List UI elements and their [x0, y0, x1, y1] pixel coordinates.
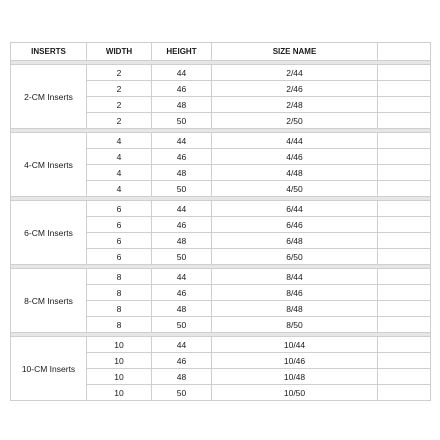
extra-cell [378, 165, 431, 181]
extra-cell [378, 385, 431, 401]
height-cell: 44 [152, 269, 212, 285]
header-width: WIDTH [87, 43, 152, 61]
width-cell: 4 [87, 149, 152, 165]
table-header-row [11, 43, 431, 61]
size-name-cell: 8/50 [212, 317, 378, 333]
size-name-cell: 6/46 [212, 217, 378, 233]
width-cell: 6 [87, 201, 152, 217]
size-name-cell: 8/48 [212, 301, 378, 317]
width-cell: 2 [87, 65, 152, 81]
extra-cell [378, 301, 431, 317]
height-cell: 48 [152, 301, 212, 317]
width-cell: 8 [87, 285, 152, 301]
width-cell: 10 [87, 337, 152, 353]
height-cell: 44 [152, 65, 212, 81]
height-cell: 48 [152, 165, 212, 181]
extra-cell [378, 285, 431, 301]
height-cell: 50 [152, 317, 212, 333]
size-name-cell: 4/50 [212, 181, 378, 197]
size-name-cell: 4/48 [212, 165, 378, 181]
width-cell: 4 [87, 181, 152, 197]
height-cell: 50 [152, 385, 212, 401]
table-row [11, 337, 431, 353]
size-name-cell: 10/44 [212, 337, 378, 353]
size-name-cell: 10/48 [212, 369, 378, 385]
height-cell: 50 [152, 181, 212, 197]
height-cell: 48 [152, 97, 212, 113]
size-name-cell: 4/46 [212, 149, 378, 165]
table-row [11, 65, 431, 81]
table-row [11, 201, 431, 217]
table-body [11, 61, 431, 401]
height-cell: 44 [152, 337, 212, 353]
width-cell: 4 [87, 133, 152, 149]
insert-group-label: 6-CM Inserts [11, 201, 87, 265]
extra-cell [378, 81, 431, 97]
insert-group-label: 2-CM Inserts [11, 65, 87, 129]
extra-cell [378, 65, 431, 81]
height-cell: 46 [152, 353, 212, 369]
width-cell: 10 [87, 353, 152, 369]
width-cell: 10 [87, 369, 152, 385]
width-cell: 8 [87, 317, 152, 333]
size-name-cell: 6/50 [212, 249, 378, 265]
size-name-cell: 6/44 [212, 201, 378, 217]
width-cell: 4 [87, 165, 152, 181]
extra-cell [378, 149, 431, 165]
table-row [11, 133, 431, 149]
width-cell: 8 [87, 269, 152, 285]
size-name-cell: 4/44 [212, 133, 378, 149]
extra-cell [378, 97, 431, 113]
size-name-cell: 8/44 [212, 269, 378, 285]
height-cell: 46 [152, 81, 212, 97]
width-cell: 6 [87, 217, 152, 233]
height-cell: 48 [152, 369, 212, 385]
width-cell: 2 [87, 113, 152, 129]
width-cell: 2 [87, 97, 152, 113]
height-cell: 46 [152, 149, 212, 165]
width-cell: 8 [87, 301, 152, 317]
size-name-cell: 2/50 [212, 113, 378, 129]
extra-cell [378, 233, 431, 249]
size-name-cell: 10/46 [212, 353, 378, 369]
height-cell: 44 [152, 201, 212, 217]
size-name-cell: 8/46 [212, 285, 378, 301]
insert-group-label: 10-CM Inserts [11, 337, 87, 401]
insert-group-label: 4-CM Inserts [11, 133, 87, 197]
width-cell: 6 [87, 233, 152, 249]
extra-cell [378, 113, 431, 129]
size-name-cell: 6/48 [212, 233, 378, 249]
extra-cell [378, 337, 431, 353]
width-cell: 6 [87, 249, 152, 265]
insert-group-label: 8-CM Inserts [11, 269, 87, 333]
height-cell: 44 [152, 133, 212, 149]
table-row [11, 269, 431, 285]
extra-cell [378, 317, 431, 333]
extra-cell [378, 201, 431, 217]
extra-cell [378, 181, 431, 197]
header-size-name: SIZE NAME [212, 43, 378, 61]
size-name-cell: 2/44 [212, 65, 378, 81]
extra-cell [378, 353, 431, 369]
header-extra [378, 43, 431, 61]
size-chart-table [10, 42, 431, 401]
width-cell: 10 [87, 385, 152, 401]
extra-cell [378, 217, 431, 233]
height-cell: 48 [152, 233, 212, 249]
size-name-cell: 2/48 [212, 97, 378, 113]
size-name-cell: 2/46 [212, 81, 378, 97]
extra-cell [378, 269, 431, 285]
height-cell: 50 [152, 249, 212, 265]
header-height: HEIGHT [152, 43, 212, 61]
extra-cell [378, 133, 431, 149]
extra-cell [378, 249, 431, 265]
height-cell: 46 [152, 285, 212, 301]
header-inserts: INSERTS [11, 43, 87, 61]
width-cell: 2 [87, 81, 152, 97]
height-cell: 50 [152, 113, 212, 129]
extra-cell [378, 369, 431, 385]
size-name-cell: 10/50 [212, 385, 378, 401]
height-cell: 46 [152, 217, 212, 233]
